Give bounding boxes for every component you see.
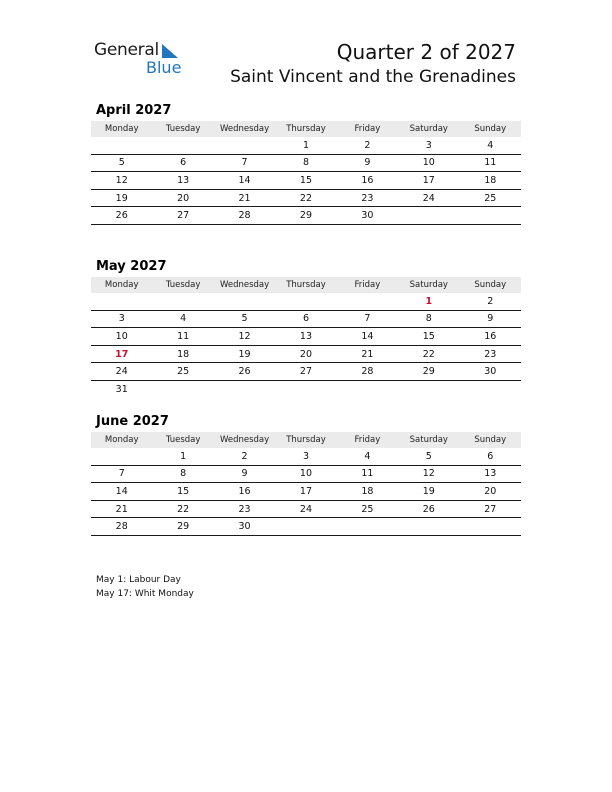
week-row <box>91 207 521 225</box>
day-cell: 5 <box>425 450 432 462</box>
day-cell: 27 <box>299 366 313 378</box>
day-cell: 23 <box>238 503 251 515</box>
day-cell: 4 <box>487 139 494 151</box>
day-cell: 7 <box>241 157 248 169</box>
day-cell: 29 <box>299 210 313 222</box>
day-cell: 26 <box>238 366 251 378</box>
weekday-label: Saturday <box>409 435 448 445</box>
day-cell: 27 <box>177 210 190 222</box>
month-june <box>91 414 521 536</box>
day-cell: 9 <box>241 468 248 480</box>
day-cell: 26 <box>422 503 435 515</box>
day-cell: 25 <box>361 503 374 515</box>
day-cell: 5 <box>241 313 248 325</box>
day-cell: 30 <box>238 521 251 533</box>
week-row <box>91 518 521 536</box>
day-cell: 2 <box>364 139 371 151</box>
day-cell: 24 <box>299 503 313 515</box>
weekday-label: Sunday <box>474 124 507 134</box>
week-row <box>91 172 521 190</box>
month-may <box>91 259 521 399</box>
day-cell: 5 <box>118 157 125 169</box>
holiday-notes <box>96 573 194 601</box>
day-cell: 6 <box>180 157 187 169</box>
day-cell: 9 <box>487 313 494 325</box>
weekday-label: Thursday <box>286 124 326 134</box>
weekday-label: Saturday <box>409 280 448 290</box>
logo-blue-text: Blue <box>146 58 182 77</box>
day-cell: 30 <box>361 210 374 222</box>
week-row <box>91 293 521 311</box>
day-cell: 22 <box>177 503 190 515</box>
day-cell: 15 <box>299 174 313 186</box>
month-april <box>91 103 521 225</box>
day-cell: 8 <box>425 313 432 325</box>
logo-triangle-icon <box>162 44 178 58</box>
day-cell: 1 <box>302 139 309 151</box>
day-cell: 7 <box>364 313 371 325</box>
week-row <box>91 137 521 155</box>
week-row <box>91 501 521 519</box>
day-cell: 10 <box>115 330 128 342</box>
weekday-label: Sunday <box>474 435 507 445</box>
day-cell: 21 <box>238 192 251 204</box>
day-cell: 20 <box>484 485 497 497</box>
day-cell: 13 <box>484 468 497 480</box>
day-cell: 8 <box>302 157 309 169</box>
day-cell: 14 <box>115 485 128 497</box>
weekday-header <box>91 121 521 137</box>
weekday-label: Friday <box>354 124 381 134</box>
weekday-label: Tuesday <box>165 280 201 290</box>
weekday-header <box>91 432 521 448</box>
day-cell: 1 <box>425 295 433 307</box>
day-cell: 29 <box>177 521 190 533</box>
day-cell: 8 <box>180 468 187 480</box>
month-title: April 2027 <box>96 103 172 118</box>
holiday-note: May 1: Labour Day <box>96 575 181 585</box>
weekday-label: Wednesday <box>219 435 270 445</box>
day-cell: 24 <box>422 192 435 204</box>
week-row <box>91 311 521 329</box>
holiday-note: May 17: Whit Monday <box>96 589 194 599</box>
day-cell: 21 <box>361 348 374 360</box>
day-cell: 26 <box>115 210 128 222</box>
weekday-label: Tuesday <box>165 435 201 445</box>
day-cell: 18 <box>177 348 190 360</box>
day-cell: 16 <box>238 485 251 497</box>
day-cell: 20 <box>299 348 313 360</box>
day-cell: 24 <box>115 366 128 378</box>
day-cell: 6 <box>487 450 494 462</box>
day-cell: 29 <box>422 366 435 378</box>
day-cell: 7 <box>118 468 125 480</box>
logo-general-text: General <box>94 40 159 60</box>
day-cell: 13 <box>299 330 313 342</box>
day-cell: 28 <box>238 210 251 222</box>
weekday-label: Sunday <box>474 280 507 290</box>
day-cell: 3 <box>118 313 125 325</box>
day-cell: 12 <box>115 174 128 186</box>
weekday-label: Monday <box>104 435 139 445</box>
week-row <box>91 483 521 501</box>
day-cell: 3 <box>302 450 309 462</box>
weekday-label: Tuesday <box>165 124 201 134</box>
day-cell: 11 <box>484 157 497 169</box>
day-cell: 12 <box>238 330 251 342</box>
weekday-label: Friday <box>354 435 381 445</box>
day-cell: 14 <box>361 330 374 342</box>
day-cell: 11 <box>177 330 190 342</box>
day-cell: 28 <box>361 366 374 378</box>
weekday-label: Monday <box>104 124 139 134</box>
week-row <box>91 190 521 208</box>
day-cell: 17 <box>299 485 313 497</box>
weekday-label: Wednesday <box>219 280 270 290</box>
day-cell: 10 <box>299 468 313 480</box>
month-title: May 2027 <box>96 259 167 274</box>
day-cell: 16 <box>361 174 374 186</box>
day-cell: 9 <box>364 157 371 169</box>
day-cell: 17 <box>422 174 435 186</box>
month-title: June 2027 <box>96 414 169 429</box>
day-cell: 15 <box>422 330 435 342</box>
day-cell: 31 <box>115 384 128 396</box>
weekday-label: Wednesday <box>219 124 270 134</box>
day-cell: 20 <box>177 192 190 204</box>
day-cell: 25 <box>484 192 497 204</box>
day-cell: 13 <box>177 174 190 186</box>
page-subtitle: Saint Vincent and the Grenadines <box>230 67 516 87</box>
day-cell: 19 <box>238 348 251 360</box>
week-row <box>91 448 521 466</box>
day-cell: 18 <box>361 485 374 497</box>
day-cell: 2 <box>241 450 248 462</box>
day-cell: 14 <box>238 174 251 186</box>
weekday-label: Thursday <box>286 280 326 290</box>
day-cell: 10 <box>422 157 435 169</box>
day-cell: 17 <box>115 348 129 360</box>
day-cell: 12 <box>422 468 435 480</box>
day-cell: 4 <box>364 450 371 462</box>
day-cell: 6 <box>302 313 309 325</box>
day-cell: 22 <box>422 348 435 360</box>
week-row <box>91 466 521 484</box>
day-cell: 25 <box>177 366 190 378</box>
logo <box>94 40 194 80</box>
weekday-label: Thursday <box>286 435 326 445</box>
week-row <box>91 381 521 399</box>
week-row <box>91 328 521 346</box>
weekday-label: Monday <box>104 280 139 290</box>
day-cell: 22 <box>299 192 313 204</box>
day-cell: 2 <box>487 295 494 307</box>
day-cell: 4 <box>180 313 187 325</box>
day-cell: 3 <box>425 139 432 151</box>
weekday-label: Friday <box>354 280 381 290</box>
day-cell: 21 <box>115 503 128 515</box>
day-cell: 23 <box>484 348 497 360</box>
weekday-header <box>91 277 521 293</box>
day-cell: 18 <box>484 174 497 186</box>
day-cell: 16 <box>484 330 497 342</box>
week-row <box>91 155 521 173</box>
day-cell: 30 <box>484 366 497 378</box>
day-cell: 28 <box>115 521 128 533</box>
page-title: Quarter 2 of 2027 <box>336 40 516 64</box>
week-row <box>91 346 521 364</box>
day-cell: 27 <box>484 503 497 515</box>
day-cell: 23 <box>361 192 374 204</box>
day-cell: 11 <box>361 468 374 480</box>
day-cell: 1 <box>180 450 187 462</box>
weekday-label: Saturday <box>409 124 448 134</box>
day-cell: 19 <box>115 192 128 204</box>
day-cell: 19 <box>422 485 435 497</box>
day-cell: 15 <box>177 485 190 497</box>
week-row <box>91 363 521 381</box>
